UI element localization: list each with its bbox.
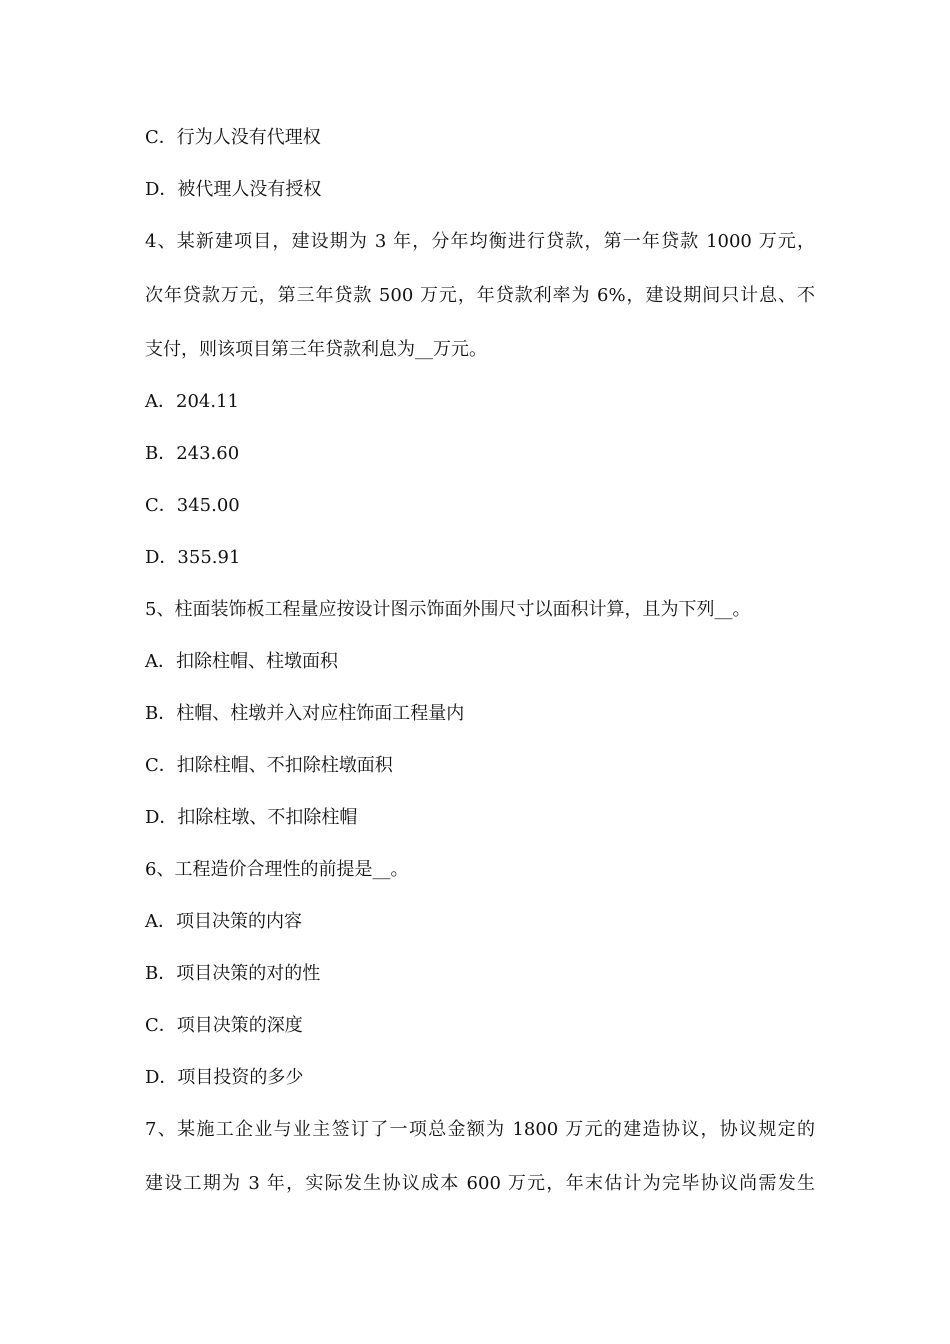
question-6: 6、工程造价合理性的前提是__。 [145, 859, 409, 880]
question-7-line-1: 7、某施工企业与业主签订了一项总金额为 1800 万元的建造协议，协议规定的 [145, 1119, 815, 1140]
question-4-line-3: 支付，则该项目第三年贷款利息为__万元。 [145, 339, 487, 360]
option-b-q4: B．243.60 [145, 443, 240, 464]
question-7-line-2: 建设工期为 3 年，实际发生协议成本 600 万元，年末估计为完毕协议尚需发生 [145, 1173, 815, 1194]
option-b-q6: B．项目决策的对的性 [145, 963, 321, 984]
question-4-line-1: 4、某新建项目，建设期为 3 年，分年均衡进行贷款，第一年贷款 1000 万元， [145, 231, 815, 252]
option-d-q5: D．扣除柱墩、不扣除柱帽 [145, 807, 358, 828]
option-d-q4: D．355.91 [145, 547, 241, 568]
option-d-q3: D．被代理人没有授权 [145, 179, 322, 200]
option-c-q5: C．扣除柱帽、不扣除柱墩面积 [145, 755, 393, 776]
question-4-line-2: 次年贷款万元，第三年贷款 500 万元，年贷款利率为 6%，建设期间只计息、不 [145, 285, 815, 306]
option-a-q5: A．扣除柱帽、柱墩面积 [145, 651, 338, 672]
option-d-q6: D．项目投资的多少 [145, 1067, 304, 1088]
option-c-q3: C．行为人没有代理权 [145, 127, 321, 148]
option-a-q4: A．204.11 [145, 391, 239, 412]
option-b-q5: B．柱帽、柱墩并入对应柱饰面工程量内 [145, 703, 465, 724]
option-a-q6: A．项目决策的内容 [145, 911, 302, 932]
option-c-q4: C．345.00 [145, 495, 240, 516]
option-c-q6: C．项目决策的深度 [145, 1015, 303, 1036]
question-5: 5、柱面装饰板工程量应按设计图示饰面外围尺寸以面积计算，且为下列__。 [145, 599, 751, 620]
